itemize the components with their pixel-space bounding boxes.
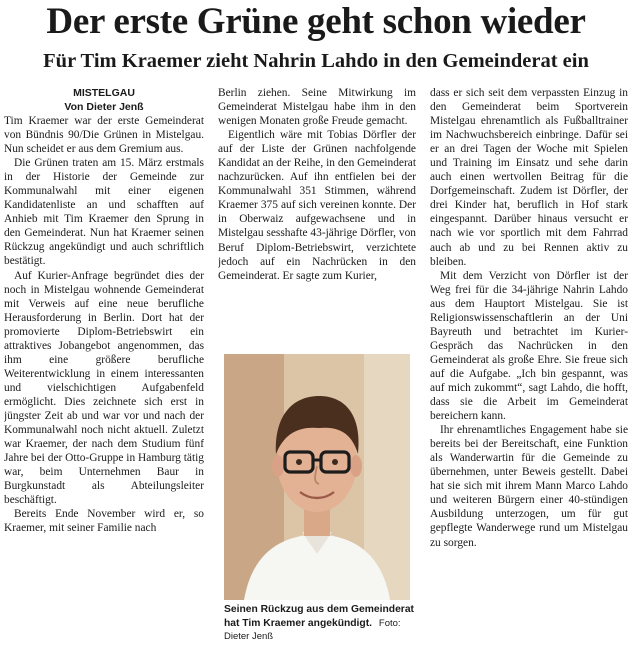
article-lead-paragraph: Tim Kraemer war der erste Gemeinderat von Bündnis 90/Die Grünen in Mistelgau. Nun scheidet er aus dem Gremium aus. (4, 115, 204, 156)
article-paragraph: Die Grünen traten am 15. März erstmals in der Historie der Gemeinde zur Kommunalwahl mit einer eigenen Kandidatenliste an und schafften auf Anhieb mit Tim Kraemer den Sprung in den Gemeinderat. Nun hat Kraemer seinen Rückzug angekündigt und auch schriftlich bestätigt. (4, 157, 204, 268)
article-paragraph: Berlin ziehen. Seine Mitwirkung im Gemeinderat Mistelgau habe ihm in den wenigen Monaten große Freude gemacht. (218, 87, 416, 128)
article-paragraph: Bereits Ende November wird er, so Kraemer, mit seiner Familie nach (4, 508, 204, 535)
article-paragraph: Eigentlich wäre mit Tobias Dörfler der auf der Liste der Grünen nachfolgende Kandidat an der Reihe, in den Gemeinderat nachzurücken. Auf ihn entfielen bei der Kommunalwahl 351 Stimmen, während Kraemer 375 auf sich vereinen konnte. Der in Oberwaiz aufgewachsene und in Mistelgau sesshafte 43-jährige Dörfler, von Beruf Diplom-Betriebswirt, verzichtete jedoch auf ein Nachrücken in den Gemeinderat. Er sagte zum Kurier, (218, 129, 416, 282)
dateline-place: MISTELGAU (73, 87, 135, 99)
photo-credit: Foto: Dieter Jenß (224, 617, 401, 642)
article-paragraph: dass er sich seit dem verpassten Einzug in den Gemeinderat beim Sportverein Mistelgau ehrenamtlich als Fußballtrainer im Nachwuchsbereich einbringe. Dafür sei er an drei Tagen der Woche mit Spielen und Training im Einsatz und sehe darin auch einen wertvollen Beitrag für die Dorfgemeinschaft. Zudem ist Dörfler, der drei Kinder hat, beruflich in Hof stark eingespannt. Darüber hinaus versucht er nach wie vor sportlich mit dem Fahrrad auch ab und zu bei Rennen aktiv zu bleiben. (430, 87, 628, 268)
article-paragraph: Ihr ehrenamtliches Engagement habe sie bereits bei der Bereitschaft, eine Funktion als Wanderwartin für die Gemeinde zu übernehmen, unter Beweis gestellt. Dabei hat sie sich mit ihrem Mann Marco Lahdo und weiteren Bürgern einer 40-stündigen Ausbildung unterzogen, um für gut gepflegte Wanderwege rund um Mistelgau zu sorgen. (430, 424, 628, 549)
article-paragraph: Auf Kurier-Anfrage begründet dies der noch in Mistelgau wohnende Gemeinderat mit Verweis auf eine neue berufliche Herausforderung in Berlin. Dort hat der promovierte Diplom-Betriebswirt ein attraktives Jobangebot angenommen, das ihm eine größere berufliche Weiterentwicklung in einem interessanten und vielschichtigen Aufgabenfeld ermöglicht. Dies zeichnete sich erst in jüngster Zeit ab und war vor und nach der Kommunalwahl noch nicht aktuell. Zuletzt war Kraemer, der nach dem Studium fünf Jahre bei der Otto-Gruppe in Hamburg tätig war, beim Unternehmen Baur in Burgkunstadt als Abteilungsleiter beschäftigt. (4, 269, 204, 507)
headline: Der erste Grüne geht schon wieder (46, 1, 586, 42)
subheadline: Für Tim Kraemer zieht Nahrin Lahdo in den Gemeinderat ein (43, 50, 589, 72)
portrait-photo (224, 354, 410, 600)
caption-text: Seinen Rückzug aus dem Gemeinderat hat Tim Kraemer angekündigt. (224, 604, 414, 629)
article-column-2 (218, 86, 416, 336)
dateline-author: Von Dieter Jenß (64, 101, 144, 113)
photo-caption (224, 603, 414, 644)
article-column-1 (4, 86, 204, 650)
article-paragraph: Mit dem Verzicht von Dörfler ist der Weg frei für die 34-jährige Nahrin Lahdo aus dem Hauptort Mistelgau. Sie ist Religionswissenschaftlerin an der Uni Bayreuth und betrachtet im Kurier-Gespräch das Nachrücken in den Gemeinderat als große Ehre. Sie freue sich auf die Aufgabe. „Ich bin gespannt, was auf mich zukommt“, sagt Lahdo, die hofft, dass sie die Arbeit im Gemeinderat bereichern kann. (430, 269, 628, 423)
portrait-illustration (224, 354, 410, 600)
article-column-3 (430, 86, 628, 650)
